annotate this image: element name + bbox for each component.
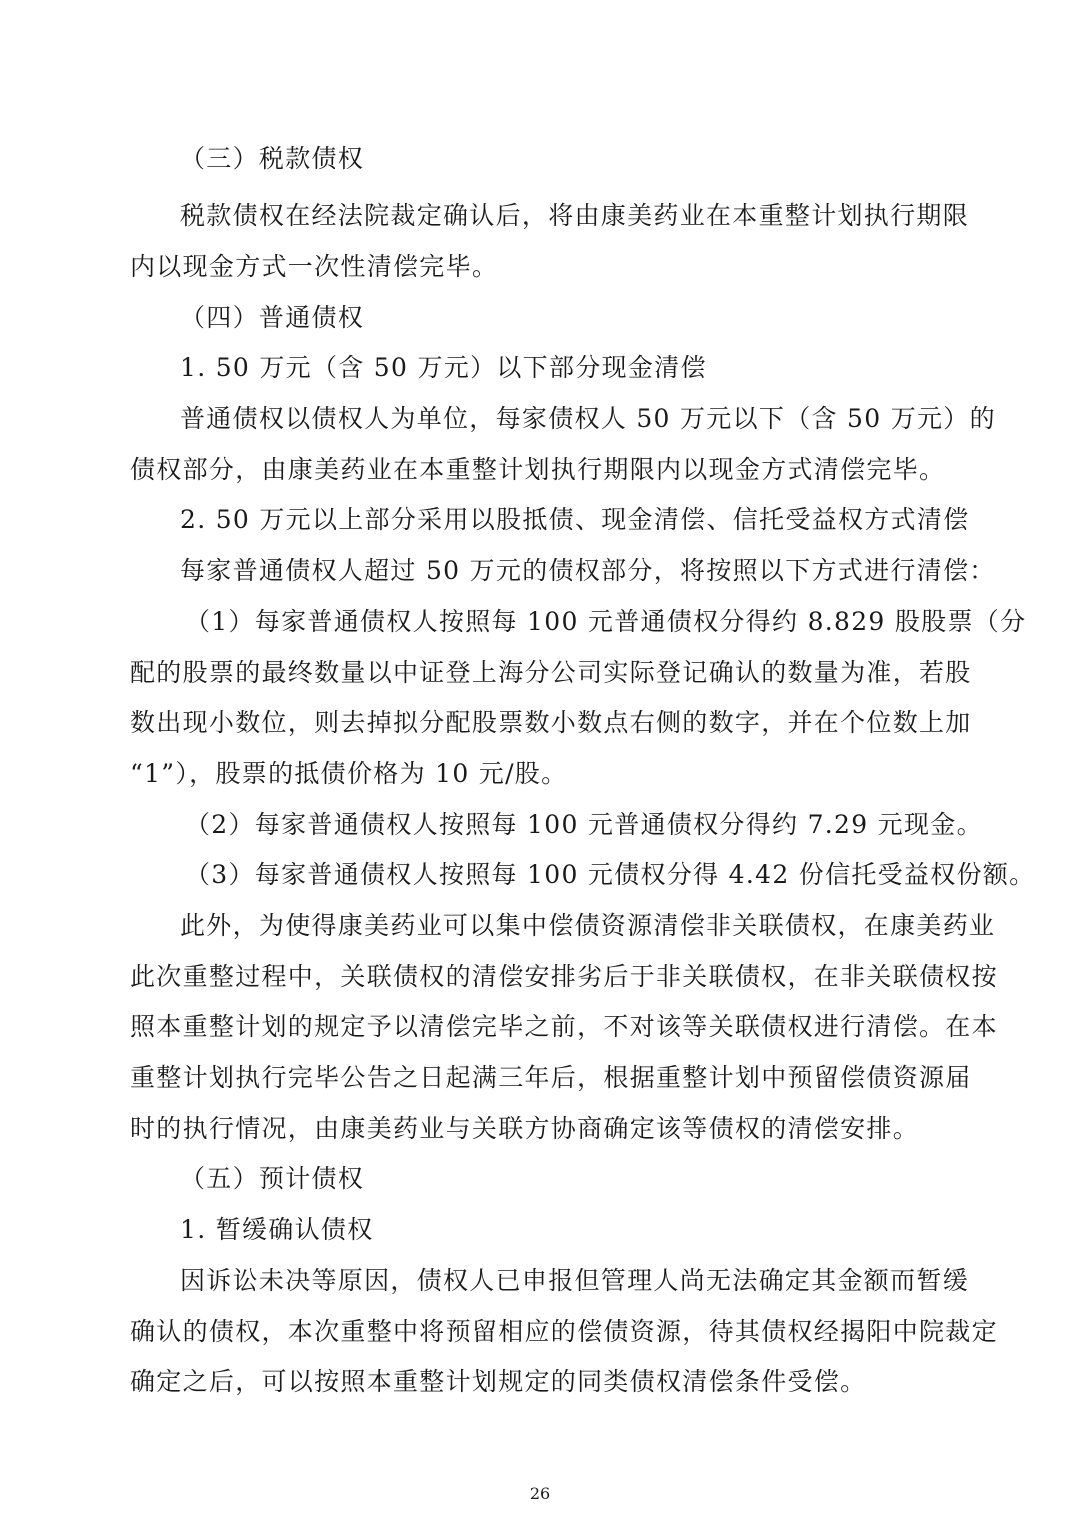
section4-related-para-line: 时的执行情况，由康美药业与关联方协商确定该等债权的清偿安排。 xyxy=(130,1114,920,1143)
section4-sub1-line: 配的股票的最终数量以中证登上海分公司实际登记确认的数量为准，若股 xyxy=(130,658,972,687)
section3-para-line: 内以现金方式一次性清偿完毕。 xyxy=(130,252,499,281)
section4-related-para-line: 重整计划执行完毕公告之日起满三年后，根据重整计划中预留偿债资源届 xyxy=(130,1063,972,1092)
section5-item1-title: 1. 暂缓确认债权 xyxy=(180,1215,374,1244)
section4-sub1-line: （1）每家普通债权人按照每 100 元普通债权分得约 8.829 股股票（分 xyxy=(185,607,1027,636)
section4-related-para-line: 此次重整过程中，关联债权的清偿安排劣后于非关联债权，在非关联债权按 xyxy=(130,962,998,991)
section4-item2-title: 2. 50 万元以上部分采用以股抵债、现金清偿、信托受益权方式清偿 xyxy=(180,505,970,534)
section4-related-para-line: 照本重整计划的规定予以清偿完毕之前，不对该等关联债权进行清偿。在本 xyxy=(130,1012,998,1041)
section4-sub1-line: 数出现小数位，则去掉拟分配股票数小数点右侧的数字，并在个位数上加 xyxy=(130,708,972,737)
section4-heading: （四）普通债权 xyxy=(180,303,365,332)
section4-item1-title: 1. 50 万元（含 50 万元）以下部分现金清偿 xyxy=(180,353,707,382)
section4-sub2: （2）每家普通债权人按照每 100 元普通债权分得约 7.29 元现金。 xyxy=(185,810,983,839)
section4-sub3: （3）每家普通债权人按照每 100 元债权分得 4.42 份信托受益权份额。 xyxy=(185,860,1036,889)
section5-item1-para-line: 确定之后，可以按照本重整计划规定的同类债权清偿条件受偿。 xyxy=(130,1367,867,1396)
section5-heading: （五）预计债权 xyxy=(180,1164,365,1193)
section3-heading: （三）税款债权 xyxy=(180,144,365,173)
section4-item1-para-line: 债权部分，由康美药业在本重整计划执行期限内以现金方式清偿完毕。 xyxy=(130,455,946,484)
section3-para-line: 税款债权在经法院裁定确认后，将由康美药业在本重整计划执行期限 xyxy=(180,201,970,230)
section4-item1-para-line: 普通债权以债权人为单位，每家债权人 50 万元以下（含 50 万元）的 xyxy=(180,404,996,433)
section4-sub1-line: “1”），股票的抵债价格为 10 元/股。 xyxy=(130,759,568,788)
section5-item1-para-line: 确认的债权，本次重整中将预留相应的偿债资源，待其债权经揭阳中院裁定 xyxy=(130,1317,998,1346)
page-number: 26 xyxy=(529,1484,551,1503)
section4-item2-intro: 每家普通债权人超过 50 万元的债权部分，将按照以下方式进行清偿： xyxy=(180,556,996,585)
section5-item1-para-line: 因诉讼未决等原因，债权人已申报但管理人尚无法确定其金额而暂缓 xyxy=(180,1266,970,1295)
section4-related-para-line: 此外，为使得康美药业可以集中偿债资源清偿非关联债权，在康美药业 xyxy=(180,911,996,940)
